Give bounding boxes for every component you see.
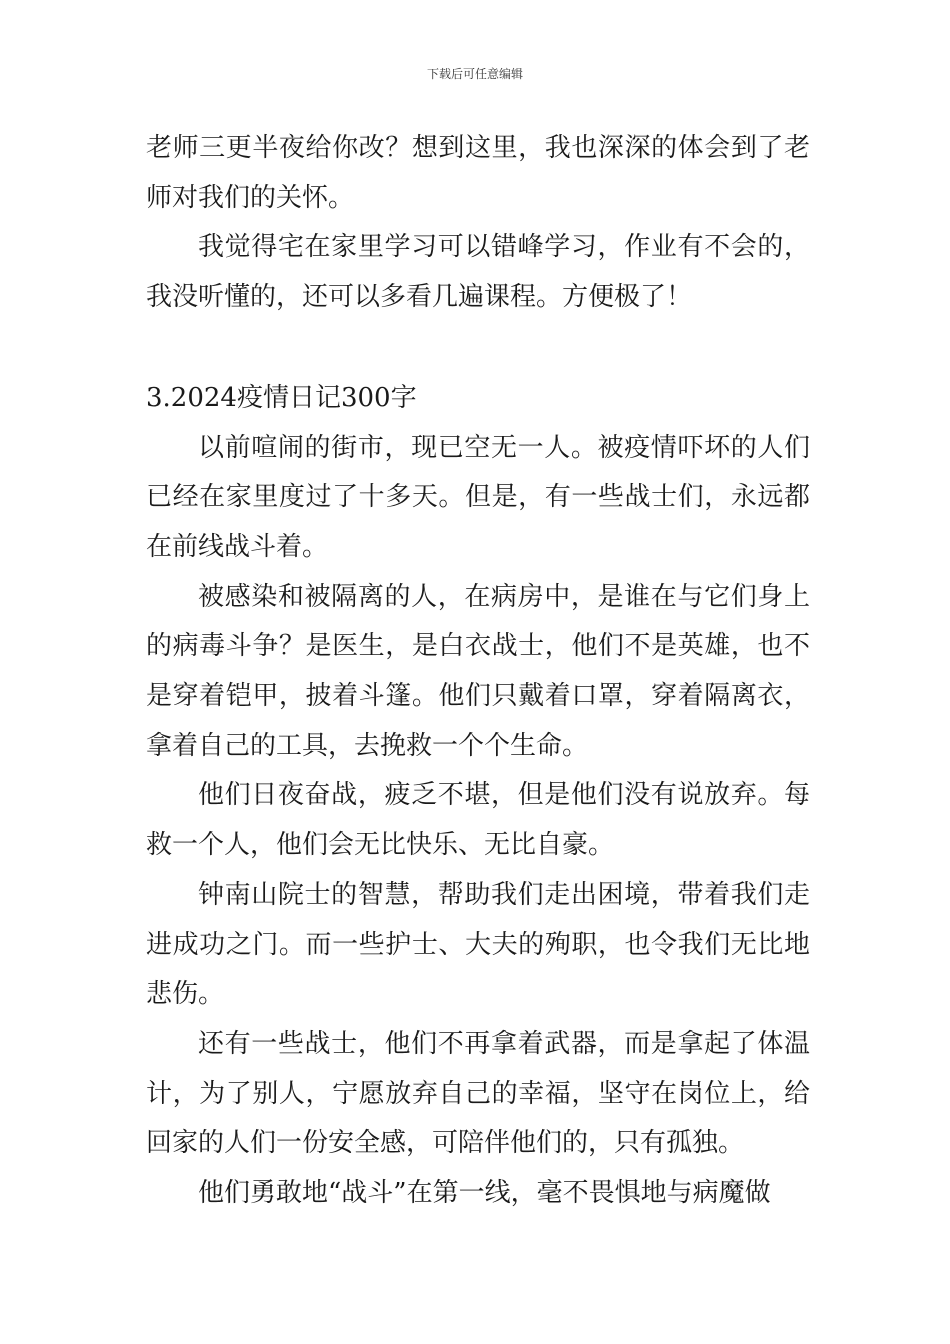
paragraph: 被感染和被隔离的人，在病房中，是谁在与它们身上的病毒斗争？是医生，是白衣战士，他们不是英雄，也不是穿着铠甲，披着斗篷。他们只戴着口罩，穿着隔离衣，拿着自己的工具，去挽救一个个生命。 <box>146 581 810 761</box>
page-header: 下载后可任意编辑 <box>426 67 523 81</box>
paragraph: 以前喧闹的街市，现已空无一人。被疫情吓坏的人们已经在家里度过了十多天。但是，有一些战士们，永远都在前线战斗着。 <box>146 432 810 562</box>
paragraph: 钟南山院士的智慧，帮助我们走出困境，带着我们走进成功之门。而一些护士、大夫的殉职，也令我们无比地悲伤。 <box>146 879 810 1010</box>
paragraph: 他们日夜奋战，疲乏不堪，但是他们没有说放弃。每救一个人，他们会无比快乐、无比自豪。 <box>146 780 810 861</box>
paragraph: 我觉得宅在家里学习可以错峰学习，作业有不会的，我没听懂的，还可以多看几遍课程。方便极了！ <box>146 232 810 313</box>
paragraph-continuation: 老师三更半夜给你改？想到这里，我也深深的体会到了老师对我们的关怀。 <box>146 133 810 213</box>
paragraph: 还有一些战士，他们不再拿着武器，而是拿起了体温计，为了别人，宁愿放弃自己的幸福，坚守在岗位上，给回家的人们一份安全感，可陪伴他们的，只有孤独。 <box>146 1028 810 1159</box>
document-body <box>146 124 810 1219</box>
paragraph: 他们勇敢地“战斗”在第一线，毫不畏惧地与病魔做 <box>198 1178 771 1209</box>
section-title: 3.2024疫情日记300字 <box>146 382 417 413</box>
